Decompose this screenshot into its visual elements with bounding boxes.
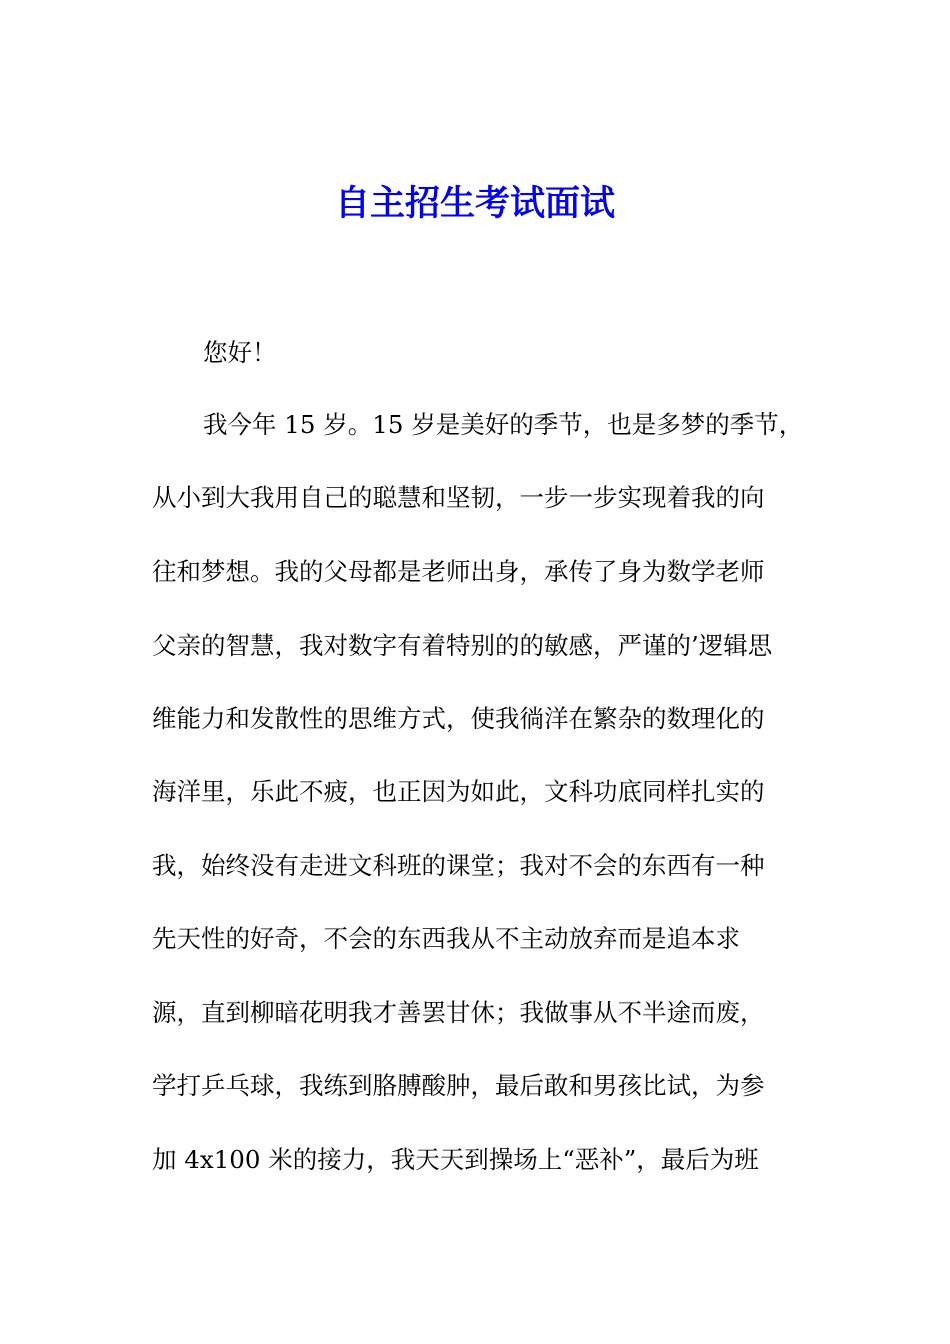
paragraph-line-1: 我今年 15 岁。15 岁是美好的季节，也是多梦的季节， [203,410,804,439]
paragraph-line-6: 海洋里，乐此不疲，也正因为如此，文科功底同样扎实的 [152,777,765,806]
paragraph-line-8: 先天性的好奇，不会的东西我从不主动放弃而是追本求 [152,924,740,953]
paragraph-line-10: 学打乒乓球，我练到胳膊酸肿，最后敢和男孩比试，为参 [152,1071,765,1100]
paragraph-line-4: 父亲的智慧，我对数字有着特别的的敏感，严谨的’逻辑思 [152,631,773,660]
paragraph-line-7: 我，始终没有走进文科班的课堂；我对不会的东西有一种 [152,851,765,880]
paragraph-line-11: 加 4x100 米的接力，我天天到操场上“恶补”，最后为班 [152,1145,759,1174]
paragraph-line-9: 源，直到柳暗花明我才善罢甘休；我做事从不半途而废， [152,998,765,1027]
paragraph-line-2: 从小到大我用自己的聪慧和坚韧，一步一步实现着我的向 [152,483,765,512]
greeting-text: 您好！ [203,338,277,367]
paragraph-line-5: 维能力和发散性的思维方式，使我徜洋在繁杂的数理化的 [152,704,765,733]
document-title: 自主招生考试面试 [334,183,615,224]
paragraph-line-3: 往和梦想。我的父母都是老师出身，承传了身为数学老师 [152,557,765,586]
